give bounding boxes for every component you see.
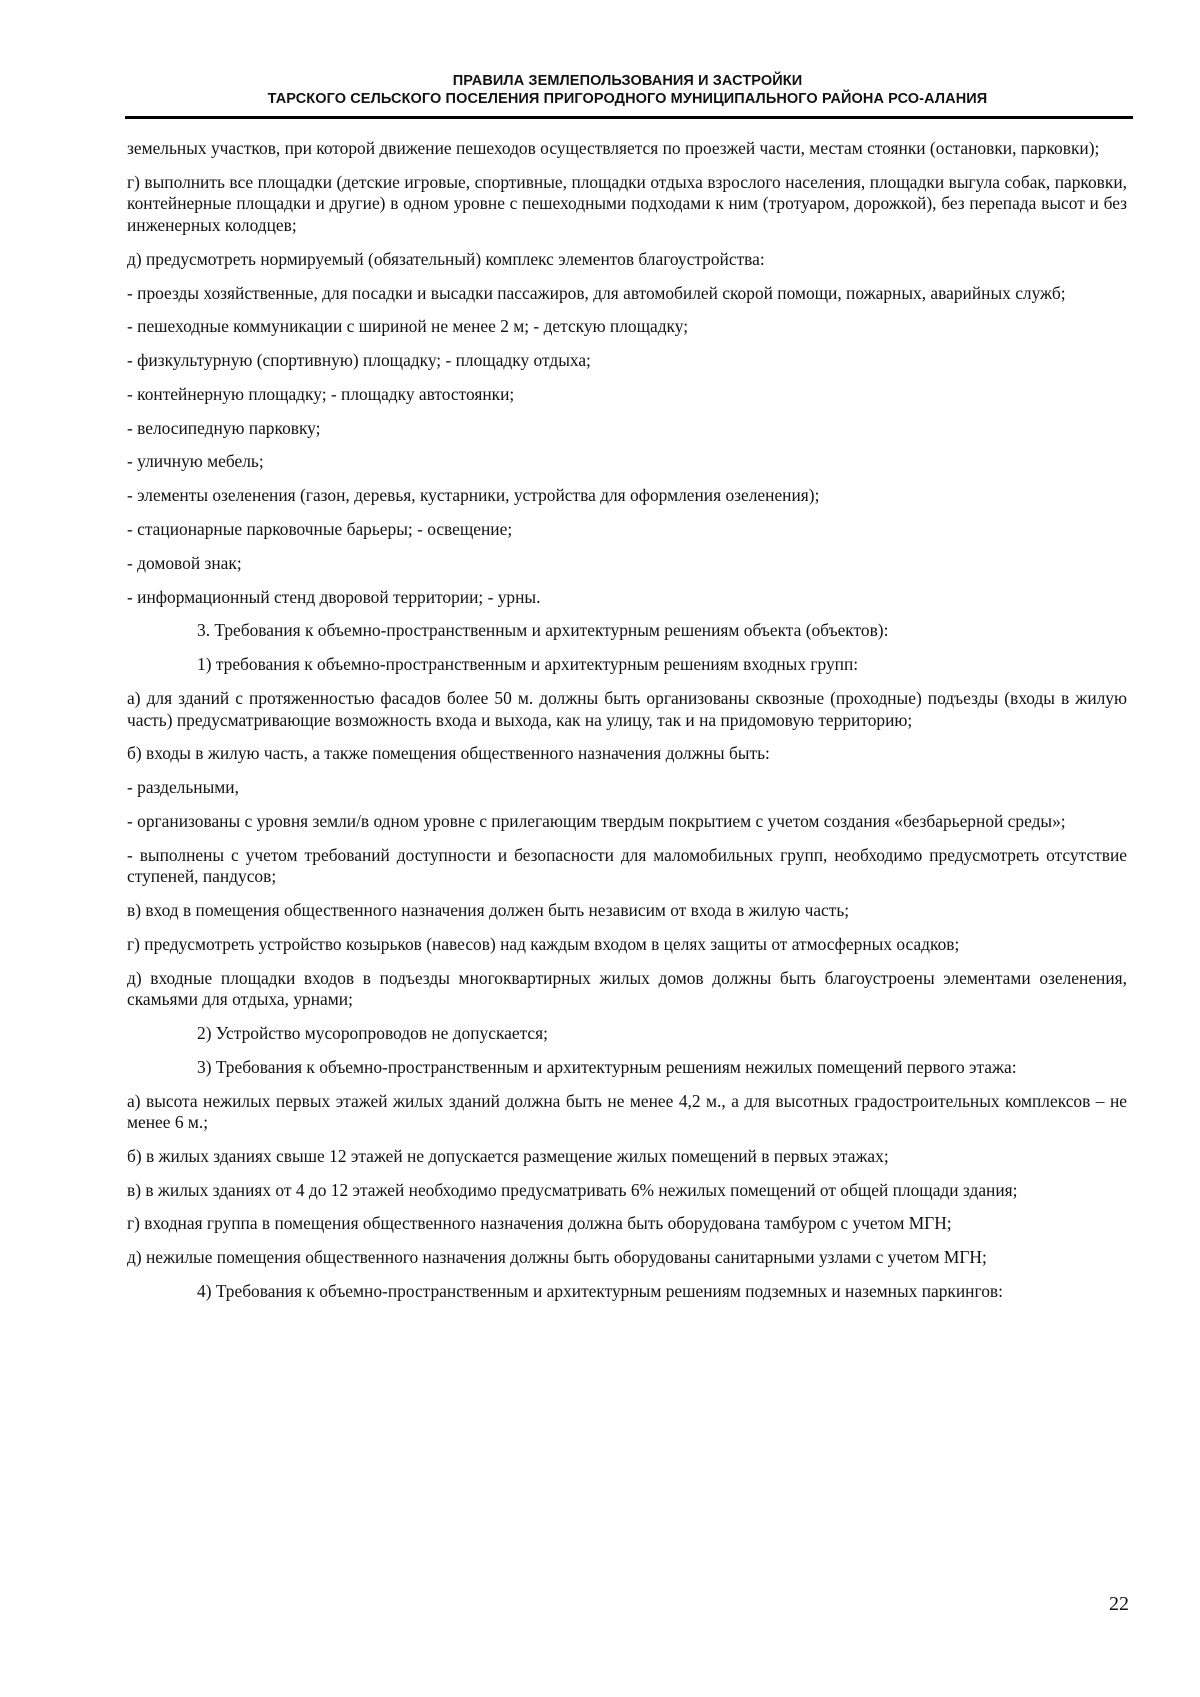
paragraph: а) для зданий с протяженностью фасадов более 50 м. должны быть организованы сквозные (проходные) подъезды (входы в жилую часть) предусматривающие возможность входа и выхода, как на улицу, так и на придомовую территорию; [127, 687, 1127, 730]
paragraph: а) высота нежилых первых этажей жилых зданий должна быть не менее 4,2 м., а для высотных градостроительных комплексов – не менее 6 м.; [127, 1090, 1127, 1133]
paragraph: - физкультурную (спортивную) площадку; - площадку отдыха; [127, 350, 591, 371]
page-number: 22 [1109, 1593, 1129, 1615]
paragraph: - информационный стенд дворовой территории; - урны. [127, 586, 541, 607]
paragraph: - пешеходные коммуникации с шириной не менее 2 м; - детскую площадку; [127, 316, 689, 337]
header-title-line-1: ПРАВИЛА ЗЕМЛЕПОЛЬЗОВАНИЯ И ЗАСТРОЙКИ [452, 73, 803, 89]
paragraph: - выполнены с учетом требований доступности и безопасности для маломобильных групп, необходимо предусмотреть отсутствие ступеней, пандусов; [127, 844, 1127, 887]
paragraph: - организованы с уровня земли/в одном уровне с прилегающим твердым покрытием с учетом создания «безбарьерной среды»; [127, 810, 1066, 831]
paragraph: д) нежилые помещения общественного назначения должны быть оборудованы санитарными узлами с учетом МГН; [127, 1247, 987, 1268]
paragraph: г) выполнить все площадки (детские игровые, спортивные, площадки отдыха взрослого населения, площадки выгула собак, парковки, контейнерные площадки и другие) в одном уровне с пешеходными подходами к ним (тротуаром, дорожкой), без перепада высот и без инженерных колодцев; [127, 171, 1127, 235]
paragraph: - уличную мебель; [127, 451, 264, 472]
paragraph: 2) Устройство мусоропроводов не допускается; [197, 1022, 548, 1043]
paragraph: 3. Требования к объемно-пространственным и архитектурным решениям объекта (объектов): [197, 620, 889, 641]
paragraph: - велосипедную парковку; [127, 417, 321, 438]
paragraph: б) входы в жилую часть, а также помещения общественного назначения должны быть: [127, 743, 770, 764]
paragraph: д) входные площадки входов в подъезды многоквартирных жилых домов должны быть благоустроены элементами озеленения, скамьями для отдыха, урнами; [127, 967, 1127, 1010]
paragraph: 4) Требования к объемно-пространственным и архитектурным решениям подземных и наземных паркингов: [197, 1281, 1003, 1301]
paragraph: в) в жилых зданиях от 4 до 12 этажей необходимо предусматривать 6% нежилых помещений от общей площади здания; [127, 1179, 1018, 1200]
paragraph: 1) требования к объемно-пространственным и архитектурным решениям входных групп: [197, 654, 859, 675]
paragraph: земельных участков, при которой движение пешеходов осуществляется по проезжей части, местам стоянки (остановки, парковки); [127, 138, 1100, 158]
paragraph: 3) Требования к объемно-пространственным и архитектурным решениям нежилых помещений первого этажа: [197, 1056, 1017, 1077]
paragraph: - домовой знак; [127, 552, 242, 573]
paragraph: б) в жилых зданиях свыше 12 этажей не допускается размещение жилых помещений в первых этажах; [127, 1145, 889, 1166]
paragraph: - раздельными, [127, 777, 239, 798]
header-divider [125, 116, 1133, 119]
paragraph: - проезды хозяйственные, для посадки и высадки пассажиров, для автомобилей скорой помощи, пожарных, аварийных служб; [127, 282, 1066, 303]
paragraph: - стационарные парковочные барьеры; - освещение; [127, 519, 513, 539]
paragraph: д) предусмотреть нормируемый (обязательный) комплекс элементов благоустройства: [127, 248, 765, 269]
paragraph: г) входная группа в помещения общественного назначения должна быть оборудована тамбуром с учетом МГН; [127, 1213, 952, 1234]
header-title-line-2: ТАРСКОГО СЕЛЬСКОГО ПОСЕЛЕНИЯ ПРИГОРОДНОГО МУНИЦИПАЛЬНОГО РАЙОНА РСО-АЛАНИЯ [267, 91, 988, 107]
paragraph: - элементы озеленения (газон, деревья, кустарники, устройства для оформления озеленения); [127, 485, 820, 506]
page-header [125, 72, 1130, 108]
document-body [127, 138, 1127, 1315]
paragraph: в) вход в помещения общественного назначения должен быть независим от входа в жилую часть; [127, 900, 850, 920]
paragraph: - контейнерную площадку; - площадку автостоянки; [127, 383, 515, 404]
paragraph: г) предусмотреть устройство козырьков (навесов) над каждым входом в целях защиты от атмосферных осадков; [127, 933, 960, 954]
